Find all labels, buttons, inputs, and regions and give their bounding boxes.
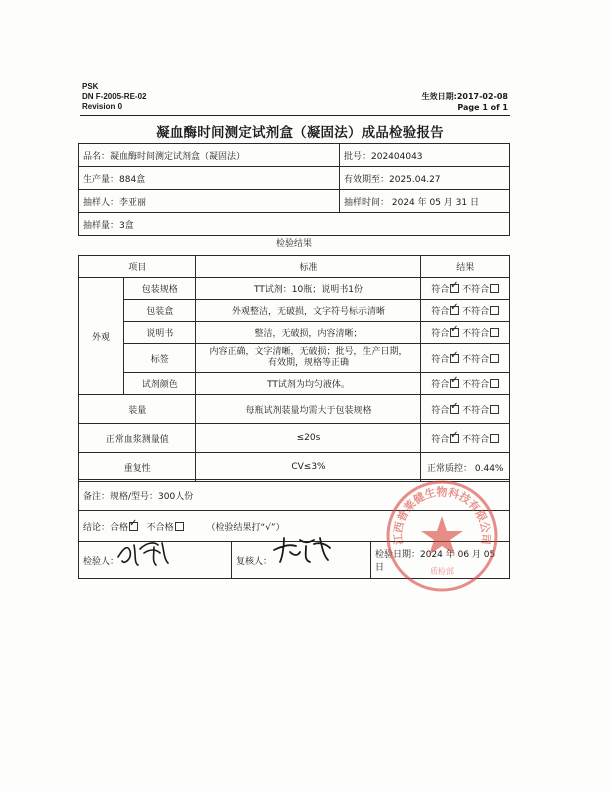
results-title: 检验结果 [275,239,312,249]
row-item: 重复性 [79,453,196,482]
sample-quantity: 抽样量：3盒 [79,213,510,236]
row-result [421,344,510,373]
row-item: 说明书 [124,322,196,344]
conclusion-pass-label: 合格 [110,522,129,533]
table-row [79,395,510,424]
header-right [422,91,508,113]
batch-number: 批号：202404043 [340,144,510,167]
pass-checkbox-checked [450,405,459,414]
pass-label: 符合 [431,380,450,390]
col-result: 结果 [421,256,510,278]
seal-star-icon [421,516,463,555]
row-standard: CV≤3% [196,453,421,482]
fail-checkbox [490,405,499,414]
row-standard: ≤20s [196,424,421,453]
row-standard: 每瓶试剂装量均需大于包装规格 [196,395,421,424]
appearance-label: 外观 [79,278,124,395]
fail-label: 不符合 [462,307,490,317]
row-item: 装量 [79,395,196,424]
pass-checkbox-checked [450,328,459,337]
header-left [82,82,146,112]
page-number: Page 1 of 1 [457,103,508,112]
seal-text: 江西普莱健生物科技有限公司 [391,485,493,546]
product-name: 品名：凝血酶时间测定试剂盒（凝固法） [79,144,340,167]
document-number: DN F-2005-RE-02 [82,92,147,101]
row-result [421,300,510,322]
fail-label: 不符合 [462,405,490,416]
row-standard [196,344,421,373]
row-result [421,373,510,395]
table-row [79,322,510,344]
reviewer-label: 复核人： [236,556,273,567]
row-result: 正常质控： 0.44% [421,453,510,482]
col-standard: 标准 [196,256,421,278]
remark: 备注：规格/型号：300人份 [79,480,510,511]
table-row [79,373,510,395]
table-row [79,344,510,373]
header-divider [80,115,510,116]
company-code: PSK [82,82,99,91]
row-standard: TT试剂为均匀液体。 [196,373,421,395]
conclusion-pass-checkbox-checked [129,522,138,531]
row-item: 包装盒 [124,300,196,322]
sampler: 抽样人：李亚丽 [79,190,340,213]
row-item: 标签 [124,344,196,373]
row-item: 包装规格 [124,278,196,300]
row-result [421,278,510,300]
standard-line-2: 有效期，规格等正确 [267,358,349,368]
row-item: 试剂颜色 [124,373,196,395]
sampling-time: 抽样时间： 2024 年 05 月 31 日 [340,190,510,213]
pass-label: 符合 [431,354,450,365]
fail-checkbox [490,434,499,443]
row-result [421,424,510,453]
table-row [79,300,510,322]
table-row [79,278,510,300]
fail-checkbox [490,284,499,293]
production-quantity: 生产量：884盒 [79,167,340,190]
pass-label: 符合 [431,434,450,445]
fail-label: 不符合 [462,380,490,390]
pass-checkbox-checked [450,306,459,315]
pass-label: 符合 [431,285,450,295]
results-table [78,255,510,482]
report-title: 凝血酶时间测定试剂盒（凝固法）成品检验报告 [156,125,444,141]
pass-checkbox-checked [450,434,459,443]
fail-label: 不符合 [462,434,490,445]
conclusion-fail-checkbox [175,522,184,531]
pass-label: 符合 [431,329,450,339]
fail-checkbox [490,354,499,363]
revision: Revision 0 [82,102,123,111]
info-table [78,143,510,236]
fail-label: 不符合 [462,329,490,339]
fail-checkbox [490,328,499,337]
pass-checkbox-checked [450,379,459,388]
effective-date: 生效日期:2017-02-08 [421,92,508,101]
standard-line-1: 内容正确，文字清晰，无破损；批号，生产日期， [209,347,408,357]
inspection-date: 检验日期：2024 年 06 月 05 日 [375,550,496,573]
row-item: 正常血浆测量值 [79,424,196,453]
row-standard: 整洁，无破损，内容清晰； [196,322,421,344]
row-standard: TT试剂：10瓶；说明书1份 [196,278,421,300]
fail-checkbox [490,379,499,388]
expiry-date: 有效期至：2025.04.27 [340,167,510,190]
row-result [421,322,510,344]
row-result [421,395,510,424]
inspector-signature [114,535,174,569]
reviewer-signature [270,530,338,566]
fail-label: 不符合 [462,354,490,365]
fail-checkbox [490,306,499,315]
conclusion-note: （检验结果打“√”） [206,522,285,533]
conclusion-fail-label: 不合格 [146,522,174,533]
pass-checkbox-checked [450,354,459,363]
pass-checkbox-checked [450,284,459,293]
conclusion-label: 结论： [83,522,111,533]
table-row [79,424,510,453]
seal-bottom-text: 质检部 [430,567,454,576]
inspector-label: 检验人： [83,556,120,567]
fail-label: 不符合 [462,285,490,295]
row-standard: 外观整洁，无破损，文字符号标示清晰 [196,300,421,322]
col-item: 项目 [79,256,196,278]
company-seal-stamp [384,478,500,594]
pass-label: 符合 [431,405,450,416]
pass-label: 符合 [431,307,450,317]
